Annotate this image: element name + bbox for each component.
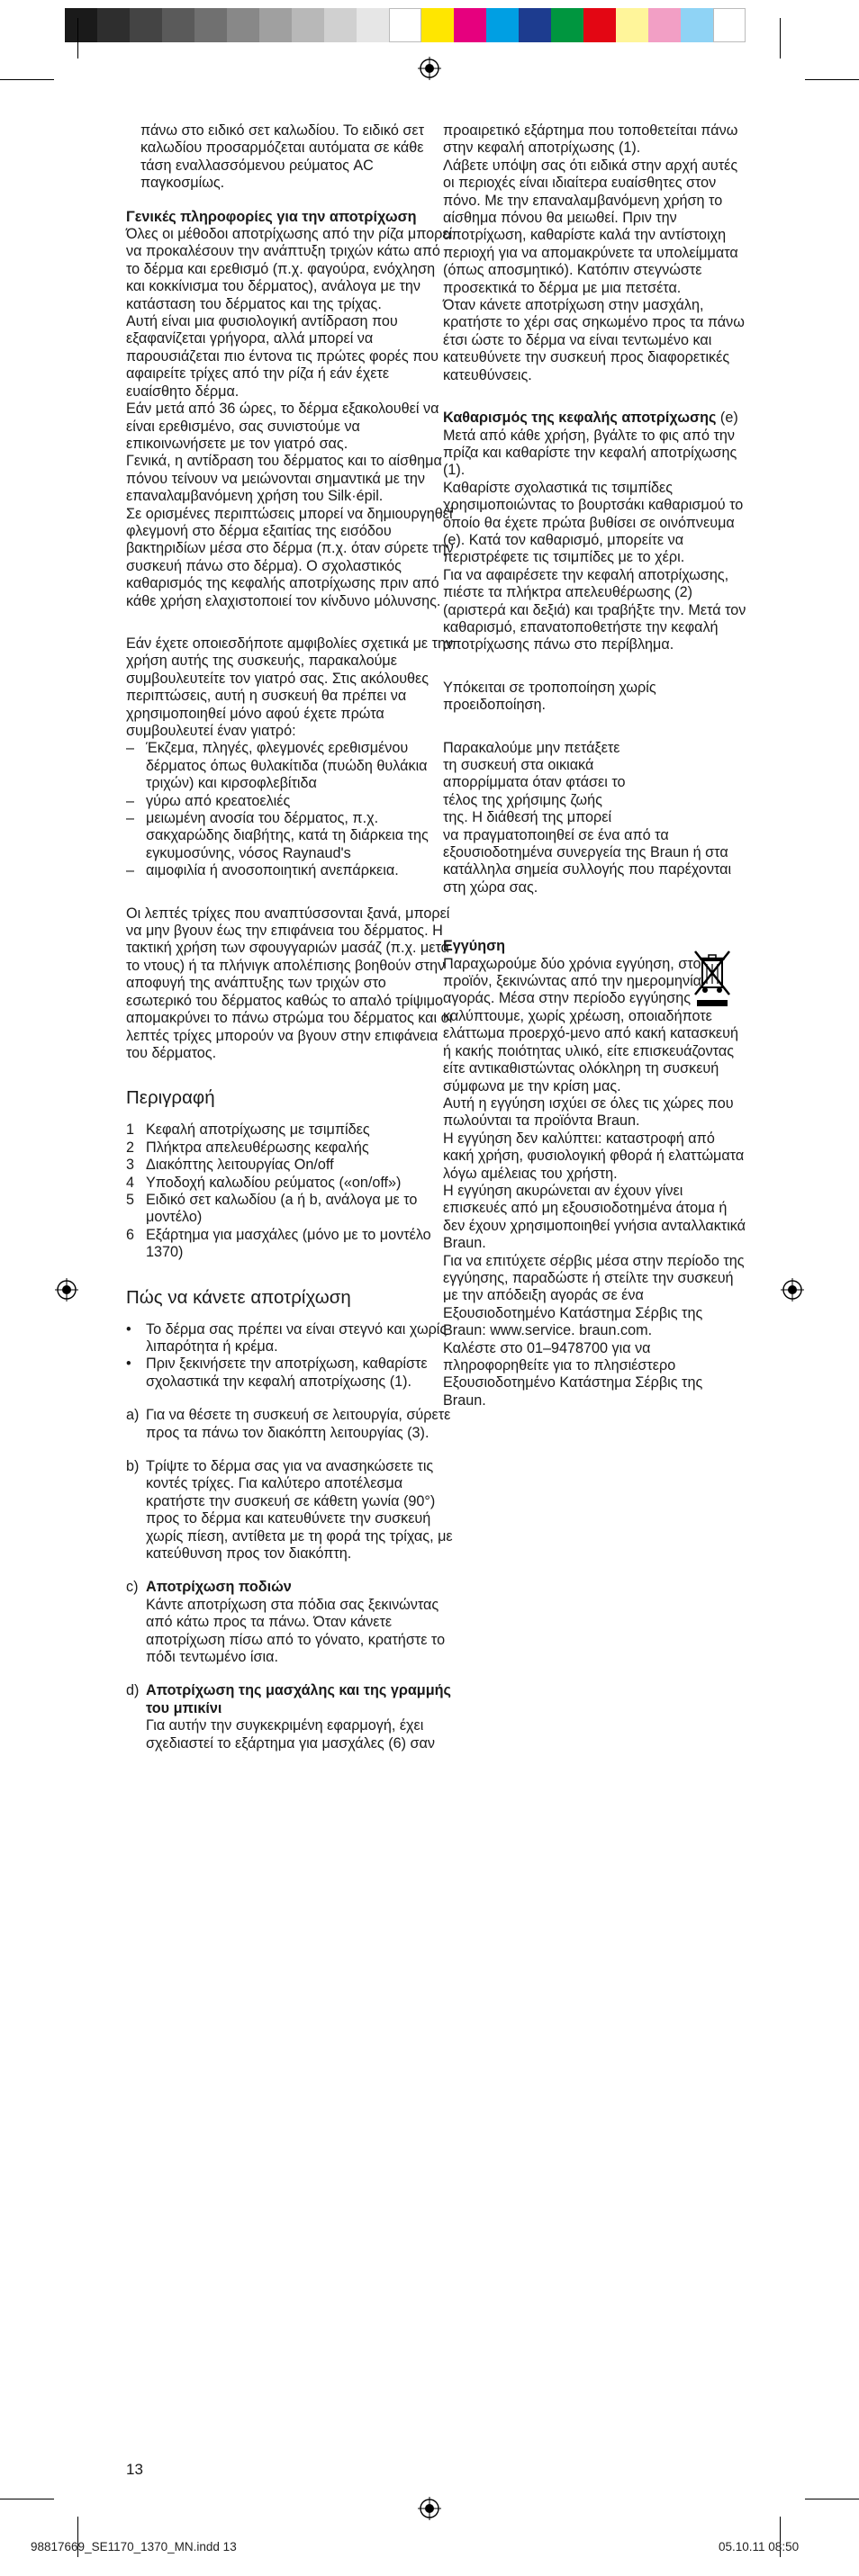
- crop-mark: [77, 18, 78, 59]
- general-info-heading: Γενικές πληροφορίες για την αποτρίχωση: [126, 208, 417, 225]
- color-swatch: [292, 8, 324, 42]
- color-swatch: [389, 8, 421, 42]
- description-list: [126, 1121, 455, 1261]
- color-swatch: [583, 8, 616, 42]
- list-item: – αιμοφιλία ή ανοσοποιητική ανεπάρκεια.: [126, 862, 399, 879]
- how-to-heading: Πώς να κάνετε αποτρίχωση: [126, 1286, 351, 1308]
- color-swatch: [357, 8, 389, 42]
- warranty-heading: Εγγύηση: [443, 938, 506, 955]
- left-column: [126, 122, 455, 1752]
- color-swatch: [130, 8, 162, 42]
- list-item: 3 Διακόπτης λειτουργίας On/off: [126, 1157, 334, 1174]
- general-paragraph: Σε ορισμένες περιπτώσεις μπορεί να δημιουργηθεί φλεγμονή στο δέρμα εξαιτίας της εισόδου βακτηριδίων μέσα στο δέρμα (π.χ. όταν σύρετε την συσκευή πάνω στο δέρμα). Ο σχολαστικός καθαρισμός της κεφαλής αποτρίχωσης πριν από κάθε χρήση ελαχιστοποιεί τον κίνδυνο μόλυνσης.: [126, 505, 454, 609]
- thin-hairs-paragraph: Οι λεπτές τρίχες που αναπτύσσονται ξανά, μπορεί να μην βγουν έως την επιφάνεια του δέρματος. Η τακτική χρήση των σφουγγαριών μασάζ (π.χ. μετά το ντους) ή τα πλήνιγκ απολέπισης βοηθούν στην αποφυγή της ανάπτυξης των τριχών στο εσωτερικό του δέρματος καθώς το απαλό τρίψιμο απομακρύνει το πάνω στρώμα του δέρματος και οι λεπτές τρίχες μπορούν να βγουν στην επιφάνεια του δέρματος.: [126, 905, 453, 1061]
- list-item: 4 Υποδοχή καλωδίου ρεύματος («on/off»): [126, 1174, 402, 1191]
- paragraph: Όταν κάνετε αποτρίχωση στην μασχάλη, κρατήστε το χέρι σας σηκωμένο προς τα πάνω έτσι ώστε το δέρμα να είναι τεντωμένο και κατευθύνετε την συσκευή προς διαφορετικές κατευθύνσεις.: [443, 297, 745, 383]
- environment-line: της. Η διάθεσή της μπορεί: [443, 809, 612, 826]
- environment-paragraph: να πραγματοποιηθεί σε ένα από τα εξουσιοδοτημένα συνεργεία της Braun ή στα κατάλληλα σημεία συλλογής που παρέχονται στη χώρα σας.: [443, 826, 732, 896]
- environment-line: τη συσκευή στα οικιακά: [443, 757, 594, 773]
- step-d: d) Αποτρίχωση της μασχάλης και της γραμμής του μπικίνι Για αυτήν την συγκεκριμένη εφαρμογή, έχει σχεδιαστεί το εξάρτημα για μασχάλες (6) σαν: [126, 1682, 451, 1752]
- crop-mark: [0, 79, 54, 80]
- paragraph: Η εγγύηση δεν καλύπτει: καταστροφή από κακή χρήση, φυσιολογική φθορά ή ελαττώματα λόγω αμέλειας του χρήστη.: [443, 1130, 745, 1182]
- list-item: 2 Πλήκτρα απελευθέρωσης κεφαλής: [126, 1139, 369, 1156]
- cleaning-heading: Καθαρισμός της κεφαλής αποτρίχωσης: [443, 410, 717, 427]
- list-item: – γύρω από κρεατοελιές: [126, 792, 291, 809]
- paragraph: προαιρετικό εξάρτημα που τοποθετείται πάνω στην κεφαλή αποτρίχωσης (1).: [443, 122, 738, 157]
- conditions-list: [126, 740, 455, 879]
- footer-date: 05.10.11 08:50: [719, 2540, 800, 2553]
- list-item: • Πριν ξεκινήσετε την αποτρίχωση, καθαρίστε σχολαστικά την κεφαλή αποτρίχωσης (1).: [126, 1356, 428, 1390]
- color-swatch: [486, 8, 519, 42]
- step-a: a) Για να θέσετε τη συσκευή σε λειτουργία, σύρετε προς τα πάνω τον διακόπτη λειτουργίας (3).: [126, 1407, 451, 1441]
- color-swatch: [519, 8, 551, 42]
- color-swatch: [454, 8, 486, 42]
- color-swatch: [194, 8, 227, 42]
- color-swatch: [681, 8, 713, 42]
- intro-paragraph: πάνω στο ειδικό σετ καλωδίου. Το ειδικό σετ καλωδίου προσαρμόζεται αυτόματα σε κάθε τάση εναλλασσόμενου ρεύματος AC παγκοσμίως.: [140, 122, 425, 192]
- notice-text: Υπόκειται σε τροποποίηση χωρίς προειδοποίηση.: [443, 679, 656, 714]
- list-item: 5 Ειδικό σετ καλωδίου (a ή b, ανάλογα με το μοντέλο): [126, 1191, 418, 1226]
- general-paragraph: Γενικά, η αντίδραση του δέρματος και το αίσθημα πόνου τείνουν να μειώνονται σημαντικά με την επαναλαμβανόμενη χρήση του Silk·épil.: [126, 453, 442, 505]
- list-item: – μειωμένη ανοσία του δέρματος, π.χ. σακχαρώδης διαβήτης, κατά τη διάρκεια της εγκυμοσύνης, νόσος Raynaud's: [126, 810, 429, 861]
- general-paragraph: Αυτή είναι μια φυσιολογική αντίδραση που εξαφανίζεται γρήγορα, αλλά μπορεί να παρουσιάζεται πιο έντονα τις πρώτες φορές που αφαιρείτε τρίχες από την ρίζα ή εάν έχετε ευαίσθητο δέρμα.: [126, 313, 439, 400]
- environment-line: τέλος της χρήσιμης ζωής: [443, 791, 602, 808]
- general-paragraph: Όλες οι μέθοδοι αποτρίχωσης από την ρίζα μπορεί να προκαλέσουν την ανάπτυξη τριχών κάτω από το δέρμα και ερεθισμό (π.χ. φαγούρα, ενόχληση και κοκκίνισμα του δέρματος), ανάλογα με την κατάσταση του δέρματος και της τρίχας.: [126, 226, 453, 312]
- color-swatch: [259, 8, 292, 42]
- general-paragraph: Εάν μετά από 36 ώρες, το δέρμα εξακολουθεί να είναι ερεθισμένο, σας συνιστούμε να επικοινωνήσετε με τον γιατρό σας.: [126, 401, 439, 452]
- paragraph: Η εγγύηση ακυρώνεται αν έχουν γίνει επισκευές από μη εξουσιοδοτημένα άτομα ή δεν έχουν χρησιμοποιηθεί γνήσια ανταλλακτικά Braun.: [443, 1182, 746, 1252]
- color-swatch: [713, 8, 746, 42]
- color-swatch: [97, 8, 130, 42]
- paragraph: Καθαρίστε σχολαστικά τις τσιμπίδες χρησιμοποιώντας το βουρτσάκι καθαρισμού το οποίο θα έχετε πρώτα βυθίσει σε οινόπνευμα (e). Κατά τον καθαρισμό, μπορείτε να περιστρέφετε τις τσιμπίδες με το χέρι.: [443, 479, 744, 566]
- page-number: 13: [126, 2461, 143, 2478]
- color-swatch: [648, 8, 681, 42]
- color-swatch: [616, 8, 648, 42]
- crop-mark: [780, 18, 781, 59]
- step-c: c) Αποτρίχωση ποδιών Κάντε αποτρίχωση στα πόδια σας ξεκινώντας από κάτω προς τα πάνω. Όταν κάνετε αποτρίχωση πίσω από το γόνατο, κρατήστε το πόδι τεντωμένο ίσια.: [126, 1579, 446, 1666]
- registration-mark-icon: [55, 1278, 78, 1302]
- paragraph: Για να επιτύχετε σέρβις μέσα στην περίοδο της εγγύησης, παραδώστε ή στείλτε την συσκευή με την απόδειξη αγοράς σε ένα Εξουσιοδοτημένο Κατάστημα Σέρβις της Braun: www.service. braun.com.: [443, 1252, 745, 1339]
- print-color-bar: [65, 8, 746, 42]
- crop-mark: [805, 79, 859, 80]
- environment-line: απορρίμματα όταν φτάσει το: [443, 774, 626, 791]
- color-swatch: [162, 8, 194, 42]
- registration-mark-icon: [418, 57, 441, 80]
- color-swatch: [421, 8, 454, 42]
- color-swatch: [324, 8, 357, 42]
- right-column: προαιρετικό εξάρτημα που τοποθετείται πάνω στην κεφαλή αποτρίχωσης (1). Λάβετε υπόψη σας ότι ειδικά στην αρχή αυτές οι περιοχές είναι ιδιαίτερα ευαίσθητες στον πόνο. Με την επαναλαμβανόμενη χρήση το αίσθημα πόνου θα μειωθεί. Πριν την αποτρίχωση, καθαρίστε καλά την αντίστοιχη περιοχή για να απομακρύνετε τα υπολείμματα (όπως αποσμητικό). Κατόπιν στεγνώστε προσεκτικά το δέρμα με μια πετσέτα. Όταν κάνετε αποτρίχωση στην μασχάλη, κρατήστε το χέρι σας σηκωμένο προς τα πάνω έτσι ώστε το δέρμα να είναι τεντωμένο και κατευθύνετε την συσκευή προς διαφορετικές κατευθύνσεις. Καθαρισμός της κεφαλής αποτρίχωσης (e) Μετά από κάθε χρήση, βγάλτε το φις από την πρίζα και καθαρίστε την κεφαλή αποτρίχωσης (1). Καθαρίστε σχολαστικά τις τσιμπίδες χρησιμοποιώντας το βουρτσάκι καθαρισμού το οποίο θα έχετε πρώτα βυθίσει σε οινόπνευμα (e). Κατά τον καθαρισμό, μπορείτε να περιστρέφετε τις τσιμπίδες με το χέρι. Για να αφαιρέσετε την κεφαλή αποτρίχωσης, πιέστε τα πλήκτρα απελευθέρωσης (2) (αριστερά και δεξιά) και τραβήξτε την. Μετά τον καθαρισμό, επανατοποθετήστε την κεφαλή αποτρίχωσης πάνω στο περίβλημα. Υπόκειται σε τροποποίηση χωρίς προειδοποίηση. Παρακαλούμε μην πετάξετε τη συσκευή στα οικιακά απορρίμματα όταν φτάσει το τέλος της χρήσιμης ζωής της. Η διάθεσή της μπορεί να πραγματοποιηθεί σε ένα από τα εξουσιοδοτημένα συνεργεία της Braun ή στα κατάλληλα σημεία συλλογής που παρέχονται στη χώρα σας. Εγγύηση Παραχωρούμε δύο χρόνια εγγύηση, στο προϊόν, ξεκινώντας από την ημερομηνία αγοράς. Μέσα στην περίοδο εγγύησης καλύπτουμε, χωρίς χρέωση, οποιαδήποτε ελάττωμα προερχό-μενο από κακή κατασκευή ή κακής ποιότητας υλικό, είτε επισκευάζοντας είτε αντικαθιστώντας ολόκληρη τη συσκευή σύμφωνα με την κρίση μας. Αυτή η εγγύηση ισχύει σε όλες τις χώρες που πωλούνται τα προϊόντα Braun. Η εγγύηση δεν καλύπτει: καταστροφή από κακή χρήση, φυσιολογική φθορά ή ελαττώματα λόγω αμέλειας του χρήστη. Η εγγύηση ακυρώνεται αν έχουν γίνει επισκευές από μη εξουσιοδοτημένα άτομα ή δεν έχουν χρησιμοποιηθεί γνήσια ανταλλακτικά Braun. Για να επιτύχετε σέρβις μέσα στην περίοδο της εγγύησης, παραδώστε ή στείλτε την συσκευή με την απόδειξη αγοράς σε ένα Εξουσιοδοτημένο Κατάστημα Σέρβις της Braun: www.service. braun.com. Καλέστε στο 01–9478700 για να πληροφορηθείτε για το πλησιέστερο Εξουσιοδοτημένο Κατάστημα Σέρβις της Braun.: [443, 122, 749, 1410]
- color-swatch: [65, 8, 97, 42]
- paragraph: Για να αφαιρέσετε την κεφαλή αποτρίχωσης, πιέστε τα πλήκτρα απελευθέρωσης (2) (αριστερά και δεξιά) και τραβήξτε την. Μετά τον καθαρισμό, επανατοποθετήστε την κεφαλή αποτρίχωσης πάνω στο περίβλημα.: [443, 566, 746, 653]
- registration-mark-icon: [781, 1278, 804, 1302]
- paragraph: Καλέστε στο 01–9478700 για να πληροφορηθείτε για το πλησιέστερο Εξουσιοδοτημένο Κατάστημα Σέρβις της Braun.: [443, 1339, 703, 1409]
- description-heading: Περιγραφή: [126, 1087, 215, 1109]
- paragraph: Λάβετε υπόψη σας ότι ειδικά στην αρχή αυτές οι περιοχές είναι ιδιαίτερα ευαίσθητες στον πόνο. Με την επαναλαμβανόμενη χρήση το αίσθημα πόνου θα μειωθεί. Πριν την αποτρίχωση, καθαρίστε καλά την αντίστοιχη περιοχή για να απομακρύνετε τα υπολείμματα (όπως αποσμητικό). Κατόπιν στεγνώστε προσεκτικά το δέρμα με μια πετσέτα.: [443, 157, 738, 296]
- color-swatch: [227, 8, 259, 42]
- registration-mark-icon: [418, 2497, 441, 2520]
- paragraph: Αυτή η εγγύηση ισχύει σε όλες τις χώρες που πωλούνται τα προϊόντα Braun.: [443, 1094, 734, 1130]
- color-swatch: [551, 8, 583, 42]
- list-item: • Το δέρμα σας πρέπει να είναι στεγνό και χωρίς λιπαρότητα ή κρέμα.: [126, 1320, 448, 1355]
- step-b: b) Τρίψτε το δέρμα σας για να ανασηκώσετε τις κοντές τρίχες. Για καλύτερο αποτέλεσμα κρατήστε την συσκευή σε κάθετη γωνία (90°) προς το δέρμα και κατευθύνετε την συσκευή χωρίς πίεση, αντίθετα με τη φορά της τρίχας, με κατεύθυνση προς τον διακόπτη.: [126, 1458, 453, 1563]
- list-item: – Έκζεμα, πληγές, φλεγμονές ερεθισμένου δέρματος όπως θυλακίτιδα (πυώδη θυλάκια τριχών) και κιρσοφλεβίτιδα: [126, 740, 428, 792]
- crossed-out-wheelie-bin-icon: [690, 948, 735, 1007]
- doubts-paragraph: Εάν έχετε οποιεσδήποτε αμφιβολίες σχετικά με την χρήση αυτής της συσκευής, παρακαλούμε συμβουλευτείτε τον γιατρό σας. Στις ακόλουθες περιπτώσεις, αυτή η συσκευή θα πρέπει να χρησιμοποιηθεί μόνο αφού έχετε πρώτα συμβουλευτεί έναν γιατρό:: [126, 635, 454, 739]
- list-item: 1 Κεφαλή αποτρίχωσης με τσιμπίδες: [126, 1121, 370, 1139]
- list-item: 6 Εξάρτημα για μασχάλες (μόνο με το μοντέλο 1370): [126, 1226, 431, 1261]
- paragraph: Παραχωρούμε δύο χρόνια εγγύηση, στο προϊόν, ξεκινώντας από την ημερομηνία αγοράς. Μέσα στην περίοδο εγγύησης καλύπτουμε, χωρίς χρέωση, οποιαδήποτε ελάττωμα προερχό-μενο από κακή κατασκευή ή κακής ποιότητας υλικό, είτε επισκευάζοντας είτε αντικαθιστώντας ολόκληρη τη συσκευή σύμφωνα με την κρίση μας.: [443, 955, 739, 1094]
- footer-file-info: 98817669_SE1170_1370_MN.indd 13: [31, 2540, 237, 2553]
- environment-line: Παρακαλούμε μην πετάξετε: [443, 739, 620, 756]
- paragraph: Μετά από κάθε χρήση, βγάλτε το φις από την πρίζα και καθαρίστε την κεφαλή αποτρίχωσης (1).: [443, 427, 737, 479]
